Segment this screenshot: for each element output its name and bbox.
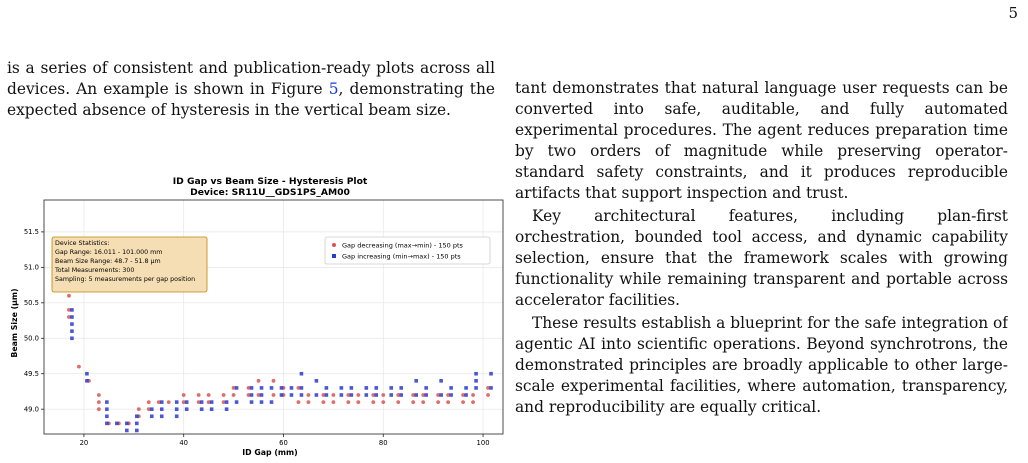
data-point-increasing	[175, 400, 179, 404]
data-point-decreasing	[321, 400, 325, 404]
stats-line: Gap Range: 16.011 - 101.000 mm	[55, 249, 163, 256]
data-point-increasing	[389, 386, 393, 390]
data-point-increasing	[250, 400, 254, 404]
data-point-decreasing	[137, 407, 141, 411]
data-point-increasing	[399, 386, 403, 390]
x-tick-label: 20	[79, 439, 89, 447]
data-point-decreasing	[222, 393, 226, 397]
data-point-increasing	[414, 393, 418, 397]
data-point-increasing	[150, 407, 154, 411]
data-point-decreasing	[97, 400, 101, 404]
data-point-decreasing	[297, 400, 301, 404]
data-point-increasing	[489, 386, 493, 390]
data-point-increasing	[414, 379, 418, 383]
paragraph-2: Key architectural features, including plan-first orchestration, bounded tool access, and dynamic capability selection, ensure that the framework scales with growing functionality while remaining transparent and portable across accelerator facilities.	[515, 207, 1008, 309]
y-axis-label: Beam Size (µm)	[10, 288, 19, 358]
paragraph-3: These results establish a blueprint for the safe integration of agentic AI into scientific operations. Beyond synchrotrons, the demonstrated principles are broadly applicable to other large-scale experimental facilities, where automation, transparency, and reproducibility are equally critical.	[515, 314, 1008, 416]
data-point-decreasing	[356, 393, 360, 397]
data-point-decreasing	[421, 400, 425, 404]
data-point-increasing	[280, 393, 284, 397]
data-point-increasing	[200, 400, 204, 404]
data-point-increasing	[464, 386, 468, 390]
plot-background	[44, 200, 503, 434]
data-point-increasing	[250, 393, 254, 397]
data-point-decreasing	[356, 400, 360, 404]
data-point-decreasing	[381, 400, 385, 404]
y-tick-label: 51.0	[23, 263, 39, 272]
legend	[325, 237, 490, 264]
data-point-decreasing	[257, 379, 261, 383]
data-point-increasing	[160, 400, 164, 404]
data-point-increasing	[300, 393, 304, 397]
data-point-decreasing	[67, 294, 71, 298]
figure-reference-link[interactable]: 5	[328, 80, 339, 98]
data-point-increasing	[389, 393, 393, 397]
data-point-increasing	[300, 372, 304, 376]
data-point-increasing	[225, 400, 229, 404]
left-column-text	[7, 58, 495, 121]
data-point-increasing	[439, 393, 443, 397]
stats-line: Total Measurements: 300	[55, 267, 135, 274]
data-point-decreasing	[167, 400, 171, 404]
data-point-increasing	[105, 407, 109, 411]
legend-marker-decreasing	[332, 243, 336, 247]
data-point-increasing	[424, 393, 428, 397]
x-tick-label: 80	[378, 439, 388, 447]
data-point-increasing	[85, 372, 89, 376]
y-tick-label: 51.5	[23, 228, 39, 237]
data-point-increasing	[135, 429, 139, 433]
data-point-increasing	[105, 414, 109, 418]
data-point-decreasing	[197, 393, 201, 397]
data-point-increasing	[290, 393, 294, 397]
data-point-decreasing	[97, 407, 101, 411]
data-point-increasing	[474, 372, 478, 376]
data-point-decreasing	[272, 379, 276, 383]
data-point-increasing	[325, 393, 329, 397]
data-point-increasing	[70, 315, 74, 319]
data-point-decreasing	[446, 400, 450, 404]
data-point-increasing	[474, 379, 478, 383]
data-point-decreasing	[436, 400, 440, 404]
data-point-increasing	[270, 386, 274, 390]
data-point-increasing	[210, 400, 214, 404]
data-point-decreasing	[471, 400, 475, 404]
data-point-decreasing	[307, 393, 311, 397]
data-point-decreasing	[486, 393, 490, 397]
data-point-increasing	[160, 407, 164, 411]
data-point-increasing	[449, 386, 453, 390]
data-point-increasing	[105, 422, 109, 426]
data-point-increasing	[315, 393, 319, 397]
data-point-increasing	[160, 414, 164, 418]
chart-svg	[0, 168, 505, 459]
legend-label-decreasing: Gap decreasing (max→min) - 150 pts	[342, 241, 463, 250]
data-point-increasing	[340, 393, 344, 397]
data-point-increasing	[399, 393, 403, 397]
data-point-increasing	[210, 407, 214, 411]
data-point-decreasing	[346, 400, 350, 404]
data-point-increasing	[70, 322, 74, 326]
data-point-decreasing	[471, 393, 475, 397]
x-axis-label: ID Gap (mm)	[242, 448, 298, 457]
stats-box	[52, 237, 207, 292]
data-point-decreasing	[272, 393, 276, 397]
data-point-decreasing	[307, 400, 311, 404]
data-point-increasing	[185, 407, 189, 411]
data-point-increasing	[105, 400, 109, 404]
data-point-increasing	[200, 407, 204, 411]
data-point-increasing	[374, 393, 378, 397]
data-point-increasing	[260, 400, 264, 404]
data-point-increasing	[260, 393, 264, 397]
data-point-increasing	[340, 386, 344, 390]
data-point-decreasing	[411, 400, 415, 404]
data-point-increasing	[70, 329, 74, 333]
data-point-increasing	[135, 414, 139, 418]
data-point-decreasing	[381, 393, 385, 397]
legend-marker-increasing	[332, 254, 336, 258]
data-point-increasing	[365, 386, 369, 390]
page-number: 5	[1008, 4, 1018, 22]
data-point-increasing	[225, 407, 229, 411]
data-point-decreasing	[331, 393, 335, 397]
data-point-increasing	[235, 386, 239, 390]
data-point-increasing	[464, 393, 468, 397]
stats-line: Device Statistics:	[55, 240, 110, 247]
data-point-decreasing	[182, 393, 186, 397]
x-tick-label: 40	[179, 439, 189, 447]
data-point-increasing	[125, 422, 129, 426]
y-tick-label: 50.5	[23, 299, 39, 308]
data-point-increasing	[270, 400, 274, 404]
data-point-increasing	[474, 386, 478, 390]
paragraph-text: , demonstrating the expected absence of hysteresis in the vertical beam size.	[7, 80, 495, 119]
data-point-increasing	[424, 386, 428, 390]
data-point-increasing	[489, 372, 493, 376]
data-point-increasing	[175, 407, 179, 411]
data-point-decreasing	[232, 393, 236, 397]
data-point-increasing	[350, 386, 354, 390]
data-point-increasing	[235, 400, 239, 404]
data-point-increasing	[115, 422, 119, 426]
chart-title: ID Gap vs Beam Size - Hysteresis Plot	[172, 176, 368, 187]
data-point-increasing	[175, 414, 179, 418]
data-point-decreasing	[396, 400, 400, 404]
data-point-increasing	[260, 386, 264, 390]
data-point-increasing	[300, 386, 304, 390]
legend-label-increasing: Gap increasing (min→max) - 150 pts	[342, 252, 461, 261]
data-point-increasing	[439, 379, 443, 383]
data-point-decreasing	[207, 393, 211, 397]
right-column-text	[515, 78, 1008, 459]
stats-line: Beam Size Range: 48.7 - 51.8 µm	[55, 258, 161, 265]
data-point-increasing	[185, 400, 189, 404]
data-point-decreasing	[331, 400, 335, 404]
data-point-increasing	[365, 393, 369, 397]
data-point-increasing	[315, 379, 319, 383]
paragraph-1: tant demonstrates that natural language user requests can be converted into safe, auditable, and fully automated experimental procedures. The agent reduces preparation time by two orders of magnitude while preserving operator-standard safety constraints, and it produces reproducible artifacts that support inspection and trust.	[515, 79, 1008, 202]
data-point-increasing	[85, 379, 89, 383]
figure-hysteresis-plot	[0, 168, 505, 459]
data-point-increasing	[325, 386, 329, 390]
data-point-increasing	[135, 422, 139, 426]
chart-subtitle: Device: SR11U__GDS1PS_AM00	[190, 187, 350, 198]
data-point-increasing	[150, 414, 154, 418]
y-tick-label: 49.5	[23, 370, 39, 379]
data-point-increasing	[70, 336, 74, 340]
data-point-increasing	[290, 386, 294, 390]
data-point-decreasing	[147, 400, 151, 404]
paragraph-text: is a series of consistent and publication-ready plots across all devices. An example is shown in Figure	[7, 59, 495, 98]
data-point-decreasing	[371, 400, 375, 404]
data-point-increasing	[280, 386, 284, 390]
stats-line: Sampling: 5 measurements per gap position	[55, 276, 196, 283]
x-tick-label: 100	[476, 439, 490, 447]
data-point-increasing	[350, 393, 354, 397]
y-tick-label: 50.0	[23, 334, 39, 343]
x-tick-label: 60	[279, 439, 288, 447]
data-point-increasing	[449, 393, 453, 397]
data-point-decreasing	[461, 400, 465, 404]
y-tick-label: 49.0	[23, 405, 39, 414]
data-point-increasing	[374, 386, 378, 390]
data-point-increasing	[125, 429, 129, 433]
data-point-increasing	[70, 308, 74, 312]
data-point-decreasing	[77, 365, 81, 369]
data-point-increasing	[250, 386, 254, 390]
data-point-decreasing	[97, 393, 101, 397]
